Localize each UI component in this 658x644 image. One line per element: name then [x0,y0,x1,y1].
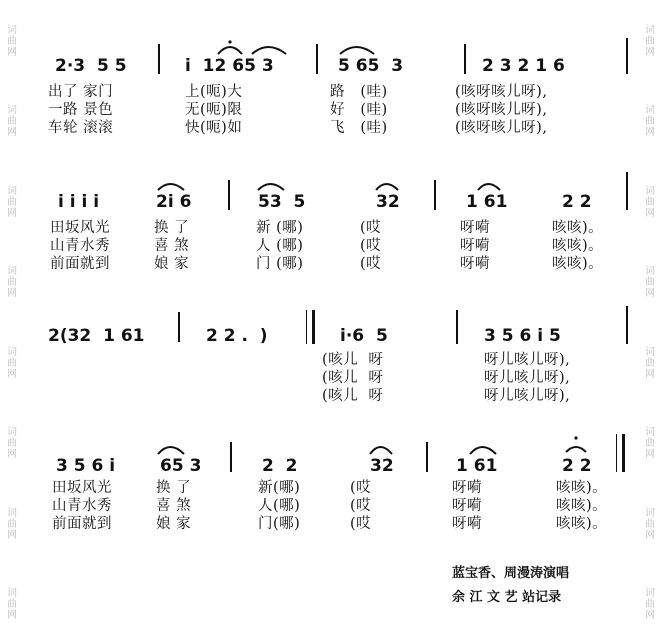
credit-recorder: 余 江 文 艺 站记录 [452,590,562,605]
notation-measure: 2(32 1 61 [48,326,145,346]
lyric-text: 路 (哇) [330,84,388,100]
slur-marks [0,172,658,212]
lyric-text: (咳呀咳儿呀), [455,84,548,100]
watermark-text: 词曲网 [642,104,654,138]
lyric-text: 田坂风光 [50,220,110,236]
lyric-text: 呀儿咳儿呀), [484,370,571,386]
lyric-text: 呀嗬 [452,516,482,532]
watermark-text: 词曲网 [642,345,654,379]
watermark-text: 词曲网 [642,184,654,218]
lyric-text: (哎 [350,516,372,532]
lyric-text: (哎 [350,498,372,514]
watermark-text: 词曲网 [642,506,654,540]
lyric-text: 咳咳)。 [556,516,608,532]
bar-line [456,310,458,344]
bar-line [312,310,315,344]
watermark-text: 词曲网 [642,426,654,460]
notation-measure: i i i i [58,192,100,212]
notation-measure: 32 [376,192,400,212]
lyric-text: 换 了 [156,480,192,496]
lyric-text: 呀儿咳儿呀), [484,388,571,404]
notation-measure: 5 65 3 [338,56,404,76]
bar-line [626,306,628,344]
lyric-text: (咳儿 呀 [322,388,384,404]
lyric-text: 娘 家 [156,516,192,532]
watermark-text: 词曲网 [642,587,654,621]
lyric-text: 咳咳)。 [552,238,604,254]
notation-measure: 2 2 . ) [206,326,268,346]
lyric-text: 出了 家门 [48,84,114,100]
notation-measure: 2·3 5 5 [55,56,127,76]
watermark-text: 词曲网 [4,104,16,138]
watermark-text: 词曲网 [642,265,654,299]
lyric-text: 上(呃)大 [185,84,243,100]
lyric-text: 呀嗬 [460,220,490,236]
bar-line [306,310,307,344]
score-system-4 [0,430,658,560]
lyric-text: (哎 [360,256,382,272]
watermark-text: 词曲网 [4,23,16,57]
watermark-text: 词曲网 [4,345,16,379]
lyric-text: 呀嗬 [452,498,482,514]
lyric-text: 山青水秀 [52,498,112,514]
lyric-text: (咳呀咳儿呀), [455,120,548,136]
notation-measure: 32 [370,456,394,476]
lyric-text: 呀儿咳儿呀), [484,352,571,368]
slur-marks [0,430,658,474]
lyric-text: 呀嗬 [460,238,490,254]
lyric-text: 呀嗬 [460,256,490,272]
lyric-text: 咳咳)。 [556,480,608,496]
notation-measure: 65 3 [160,456,202,476]
notation-measure: 1 61 [456,456,498,476]
lyric-text: 一路 景色 [48,102,114,118]
lyric-text: 咳咳)。 [552,220,604,236]
credit-singers: 蓝宝香、周漫涛演唱 [452,566,570,581]
lyric-text: (咳儿 呀 [322,352,384,368]
score-system-2 [0,172,658,302]
lyric-text: (咳儿 呀 [322,370,384,386]
lyric-text: 门 (哪) [256,256,304,272]
lyric-text: 换 了 [154,220,190,236]
notation-measure: 3 5 6 i 5 [484,326,561,346]
lyric-text: 山青水秀 [50,238,110,254]
lyric-text: 娘 家 [154,256,190,272]
lyric-text: 咳咳)。 [552,256,604,272]
lyric-text: (哎 [350,480,372,496]
lyric-text: (哎 [360,238,382,254]
lyric-text: 好 (哇) [330,102,388,118]
lyric-text: 新 (哪) [256,220,304,236]
lyric-text: 无(呃)限 [185,102,243,118]
lyric-text: 快(呃)如 [185,120,243,136]
lyric-text: 人(哪) [258,498,301,514]
lyric-text: 前面就到 [52,516,112,532]
notation-measure: 2i 6 [156,192,192,212]
notation-measure: 3 5 6 i [56,456,116,476]
watermark-text: 词曲网 [4,587,16,621]
lyric-text: 田坂风光 [52,480,112,496]
notation-measure: 1 61 [466,192,508,212]
watermark-text: 词曲网 [642,23,654,57]
lyric-text: 新(哪) [258,480,301,496]
notation-measure: 2 2 [562,456,592,476]
lyric-text: 飞 (哇) [330,120,388,136]
lyric-text: 人 (哪) [256,238,304,254]
watermark-text: 词曲网 [4,265,16,299]
score-system-1 [0,38,658,168]
notation-measure: 2 3 2 1 6 [482,56,565,76]
lyric-text: 咳咳)。 [556,498,608,514]
bar-line [178,312,180,342]
watermark-text: 词曲网 [4,506,16,540]
notation-measure: 2 2 [262,456,298,476]
lyric-text: (哎 [360,220,382,236]
lyric-text: (咳呀咳儿呀), [455,102,548,118]
score-system-3 [0,300,658,430]
watermark-text: 词曲网 [4,426,16,460]
lyric-text: 喜 煞 [156,498,192,514]
slur-marks [0,38,658,78]
lyric-text: 前面就到 [50,256,110,272]
notation-measure: 2 2 [562,192,592,212]
lyric-text: 门(哪) [258,516,301,532]
lyric-text: 车轮 滚滚 [48,120,114,136]
notation-measure: i·6 5 [340,326,388,346]
notation-measure: i 12 65 3 [185,56,274,76]
notation-measure: 53 5 [258,192,306,212]
lyric-text: 喜 煞 [154,238,190,254]
lyric-text: 呀嗬 [452,480,482,496]
watermark-text: 词曲网 [4,184,16,218]
